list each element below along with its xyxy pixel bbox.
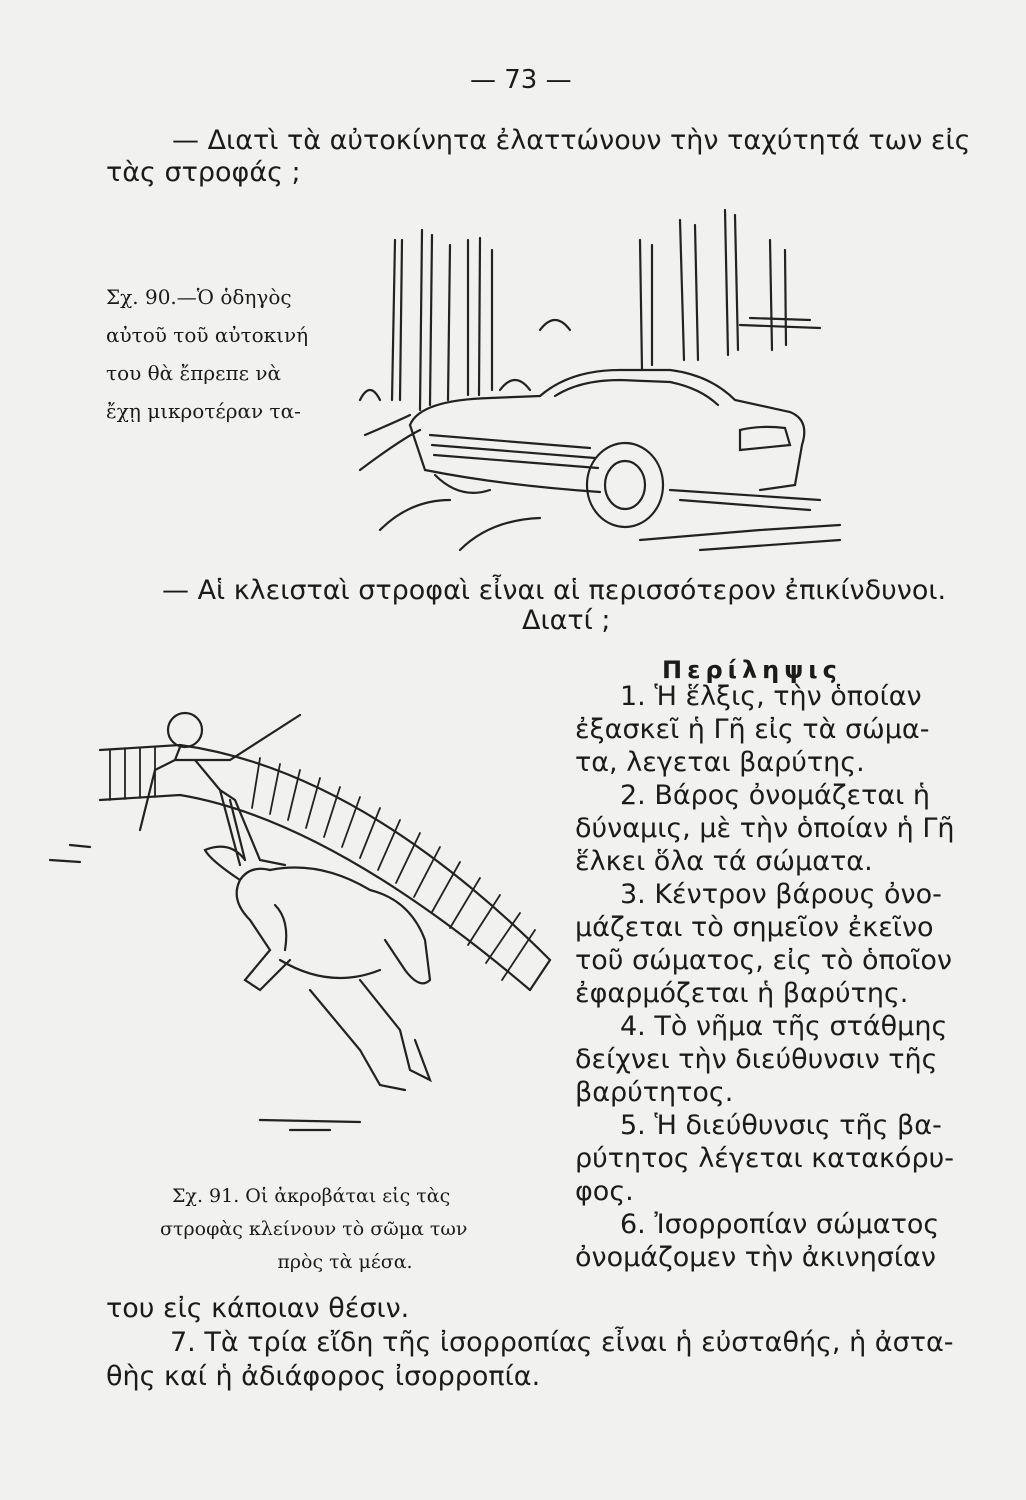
- fig90-caption-line-2: αὐτοῦ τοῦ αὐτοκινή: [106, 323, 309, 347]
- summary-list: [575, 680, 954, 1274]
- summary-line: ἐξασκεῖ ἡ Γῆ εἰς τὰ σώμα-: [575, 714, 930, 745]
- summary-line: 6. Ἰσορροπίαν σώματος: [620, 1209, 940, 1240]
- summary-line: ρύτητος λέγεται κατακόρυ-: [575, 1143, 954, 1174]
- fig91-caption: [160, 1180, 530, 1279]
- question-2-line-2: Διατί ;: [522, 605, 611, 636]
- question-1-line-1: — Διατὶ τὰ αὐτοκίνητα ἐλαττώνουν τὴν ταχύτητά των εἰς: [172, 125, 971, 156]
- summary-line: δείχνει τὴν διεύθυνσιν τῆς: [575, 1044, 938, 1075]
- summary-line: ὀνομάζομεν τὴν ἀκινησίαν: [575, 1242, 936, 1273]
- summary-line: 4. Τὸ νῆμα τῆς στάθμης: [620, 1011, 948, 1042]
- summary-line: ἐφαρμόζεται ἡ βαρύτης.: [575, 978, 909, 1009]
- bottom-line-2: 7. Τὰ τρία εἴδη τῆς ἰσορροπίας εἶναι ἡ εὐσταθής, ἡ ἀστα-: [170, 1327, 954, 1358]
- car-illustration: [340, 200, 860, 560]
- acrobat-illustration: [30, 690, 570, 1140]
- summary-line: 2. Βάρος ὀνομάζεται ἡ: [620, 780, 931, 811]
- question-2-line-1: — Αἱ κλεισταὶ στροφαὶ εἶναι αἱ περισσότερον ἐπικίνδυνοι.: [162, 575, 947, 606]
- bottom-line-1: του εἰς κάποιαν θέσιν.: [106, 1293, 410, 1324]
- fig90-caption-line-1: Σχ. 90.—Ὁ ὁδηγὸς: [106, 285, 292, 309]
- fig90-caption-line-4: ἔχῃ μικροτέραν τα-: [106, 399, 301, 423]
- summary-line: δύναμις, μὲ τὴν ὁποίαν ἡ Γῆ: [575, 813, 955, 844]
- fig91-caption-line-3: πρὸς τὰ μέσα.: [277, 1251, 413, 1273]
- summary-line: βαρύτητος.: [575, 1077, 734, 1108]
- fig91-caption-line-2: στροφὰς κλείνουν τὸ σῶμα των: [160, 1218, 468, 1240]
- bottom-line-3: θὴς καί ἡ ἀδιάφορος ἰσορροπία.: [106, 1361, 541, 1392]
- summary-line: φος.: [575, 1176, 634, 1207]
- fig90-caption-line-3: του θὰ ἔπρεπε νὰ: [106, 361, 282, 385]
- page-number: — 73 —: [470, 65, 572, 95]
- summary-line: 1. Ἡ ἕλξις, τὴν ὁποίαν: [620, 681, 922, 712]
- summary-line: τοῦ σώματος, εἰς τὸ ὁποῖον: [575, 945, 953, 976]
- summary-line: τα, λεγεται βαρύτης.: [575, 747, 865, 778]
- question-1-line-2: τὰς στροφάς ;: [106, 157, 301, 188]
- summary-line: ἕλκει ὅλα τά σώματα.: [575, 846, 873, 877]
- summary-line: 3. Κέντρον βάρους ὀνο-: [620, 879, 942, 910]
- summary-line: 5. Ἡ διεύθυνσις τῆς βα-: [620, 1110, 942, 1141]
- fig91-caption-line-1: Σχ. 91. Οἱ ἀκροβάται εἰς τὰς: [172, 1185, 451, 1207]
- summary-line: μάζεται τὸ σημεῖον ἐκεῖνο: [575, 912, 934, 943]
- summary-heading: Περίληψις: [662, 656, 842, 684]
